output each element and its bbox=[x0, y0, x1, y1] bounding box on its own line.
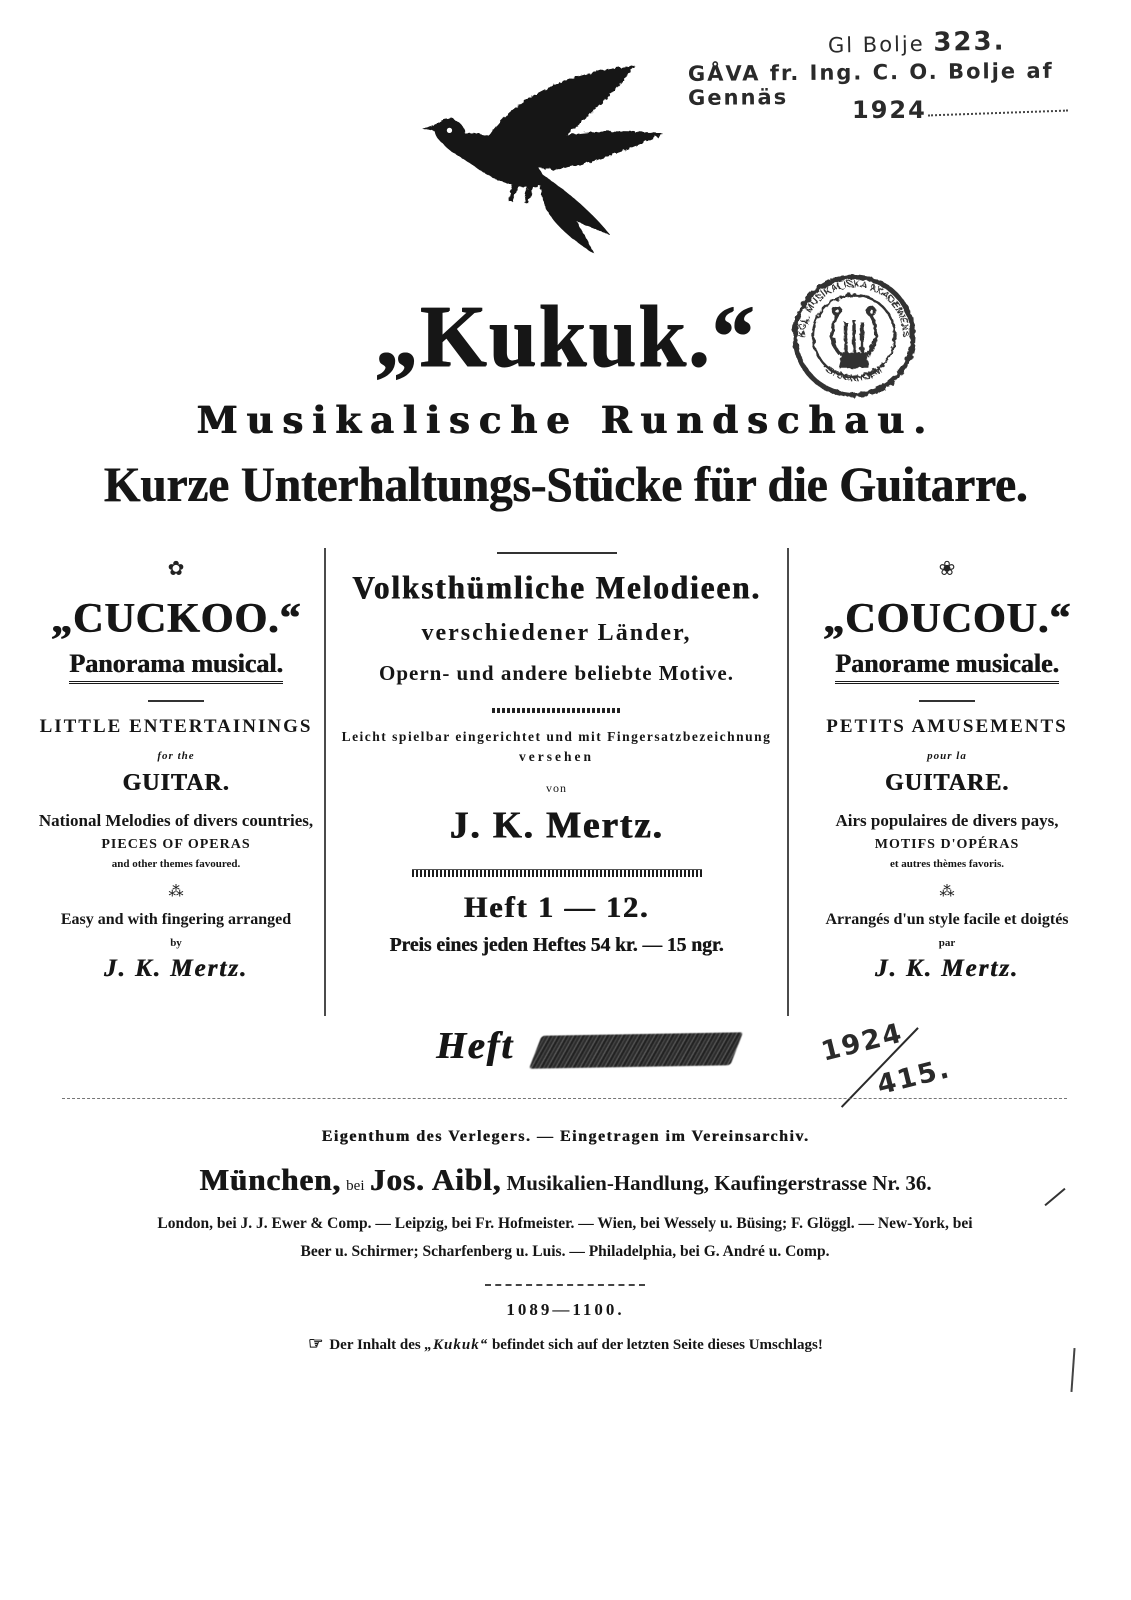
english-by: by bbox=[170, 937, 182, 949]
handwritten-owner-note bbox=[828, 26, 1006, 59]
english-forthe: for the bbox=[157, 750, 195, 762]
german-title-2: verschiedener Länder, bbox=[421, 620, 692, 646]
english-contents-1: National Melodies of divers countries, bbox=[38, 811, 314, 830]
asterism-ornament-icon: ⁂ bbox=[939, 884, 955, 900]
note-kukuk: „Kukuk“ bbox=[424, 1337, 489, 1353]
bird-silhouette bbox=[422, 66, 663, 254]
english-author: J. K. Mertz. bbox=[103, 955, 249, 982]
french-subtitle: Panorame musicale. bbox=[835, 649, 1059, 684]
agents-line-2: Beer u. Schirmer; Scharfenberg u. Luis. — Philadelphia, bei G. André u. Comp. bbox=[300, 1242, 830, 1260]
plate-number: 1089—1100. bbox=[506, 1300, 625, 1319]
short-divider-rule bbox=[485, 1284, 645, 1286]
french-par: par bbox=[938, 937, 956, 949]
column-divider-right bbox=[787, 548, 789, 1016]
squiggle-divider bbox=[492, 708, 622, 713]
german-title-3: Opern- und andere beliebte Motive. bbox=[378, 661, 734, 685]
shelfmark-number: 415. bbox=[873, 1053, 954, 1102]
masthead bbox=[0, 286, 1131, 386]
publisher-name: Jos. Aibl, bbox=[369, 1162, 502, 1197]
page-title: „Kukuk.“ bbox=[374, 287, 757, 385]
price-line: Preis eines jeden Heftes 54 kr. — 15 ngr. bbox=[389, 935, 724, 956]
title-columns bbox=[28, 548, 1105, 1016]
handwritten-year: 1924 bbox=[852, 96, 927, 124]
contents-note bbox=[0, 1334, 1131, 1354]
english-contents-2: PIECES OF OPERAS bbox=[101, 837, 251, 852]
english-title: „CUCKOO.“ bbox=[50, 596, 302, 642]
shelfmark-year: 1924 bbox=[818, 1017, 907, 1068]
owner-name: Gl Bolje bbox=[827, 31, 934, 58]
english-series: LITTLE ENTERTAININGS bbox=[39, 716, 313, 737]
column-german bbox=[326, 548, 787, 1016]
issue-label: Heft bbox=[436, 1025, 514, 1067]
agents-line-1: London, bei J. J. Ewer & Comp. — Leipzig, bei Fr. Hofmeister. — Wien, bei Wessely u. Büsing; F. Glöggl. — New-York, bei bbox=[157, 1215, 973, 1232]
sales-agents bbox=[40, 1210, 1090, 1266]
english-arranged: Easy and with fingering arranged bbox=[60, 911, 292, 928]
column-french bbox=[789, 548, 1105, 1016]
french-author: J. K. Mertz. bbox=[874, 955, 1020, 982]
lyre-icon bbox=[832, 308, 876, 367]
ownership-line: Eigenthum des Verlegers. — Eingetragen im Vereinsarchiv. bbox=[321, 1128, 810, 1145]
note-text-post: befindet sich auf der letzten Seite dieses Umschlags! bbox=[488, 1337, 823, 1353]
issue-number-smudge bbox=[529, 1032, 743, 1068]
publisher-city: München, bbox=[199, 1162, 341, 1197]
library-stamp bbox=[790, 272, 918, 405]
german-von: von bbox=[546, 781, 567, 795]
stamp-text-bottom: • STOCKHOLM • bbox=[819, 361, 889, 385]
handwritten-gift-note: GÅVA fr. Ing. C. O. Bolje af Gennäs bbox=[687, 58, 1054, 110]
pen-mark-vertical bbox=[1070, 1348, 1075, 1392]
divider-rule bbox=[919, 700, 975, 702]
handwritten-underline bbox=[928, 110, 1068, 117]
owner-number: 323. bbox=[933, 26, 1006, 58]
horizontal-rule bbox=[62, 1098, 1067, 1099]
publisher-line bbox=[0, 1162, 1131, 1198]
note-text-pre: Der Inhalt des bbox=[329, 1337, 425, 1353]
column-english bbox=[28, 548, 324, 1016]
ornamental-divider bbox=[412, 869, 702, 877]
french-contents-1: Airs populaires de divers pays, bbox=[835, 811, 1059, 830]
german-arranged-1: Leicht spielbar eingerichtet und mit Fingersatzbezeichnung bbox=[341, 729, 772, 744]
stamp-text-top: KGL. MUSIKALISKA AKADEMIENS bbox=[796, 278, 912, 338]
french-contents-2: MOTIFS D'OPÉRAS bbox=[874, 837, 1020, 852]
cuckoo-bird-illustration bbox=[418, 46, 683, 286]
french-arranged: Arrangés d'un style facile et doigtés bbox=[825, 911, 1069, 928]
column-divider-left bbox=[324, 548, 326, 1016]
german-arranged-2: versehen bbox=[519, 749, 594, 764]
asterism-ornament-icon: ⁂ bbox=[168, 884, 184, 900]
french-title: „COUCOU.“ bbox=[822, 596, 1072, 642]
heft-range: Heft 1 — 12. bbox=[463, 891, 650, 924]
pointing-hand-icon: ☞ bbox=[308, 1334, 324, 1353]
flower-ornament-icon: ❀ bbox=[938, 558, 956, 580]
french-pourla: pour la bbox=[927, 750, 967, 762]
french-series: PETITS AMUSEMENTS bbox=[826, 716, 1068, 737]
handwritten-shelfmark bbox=[818, 1001, 988, 1134]
french-contents-3: et autres thèmes favoris. bbox=[889, 858, 1005, 870]
main-heading: Kurze Unterhaltungs-Stücke für die Guitarre. bbox=[103, 457, 1028, 513]
english-subtitle: Panorama musical. bbox=[69, 649, 283, 684]
english-instrument: GUITAR. bbox=[122, 770, 230, 796]
french-instrument: GUITARE. bbox=[884, 770, 1010, 796]
bird-eye bbox=[447, 128, 452, 133]
english-contents-3: and other themes favoured. bbox=[111, 858, 241, 870]
divider-rule bbox=[148, 700, 204, 702]
publisher-address: Musikalien-Handlung, Kaufingerstrasse Nr. 36. bbox=[506, 1171, 932, 1195]
journal-subtitle: Musikalische Rundschau. bbox=[196, 398, 935, 442]
german-title-1: Volksthümliche Melodieen. bbox=[352, 569, 761, 606]
flower-ornament-icon: ✿ bbox=[167, 558, 185, 580]
publisher-bei: bei bbox=[346, 1178, 365, 1194]
german-author: J. K. Mertz. bbox=[449, 804, 664, 847]
divider-rule bbox=[497, 552, 617, 554]
